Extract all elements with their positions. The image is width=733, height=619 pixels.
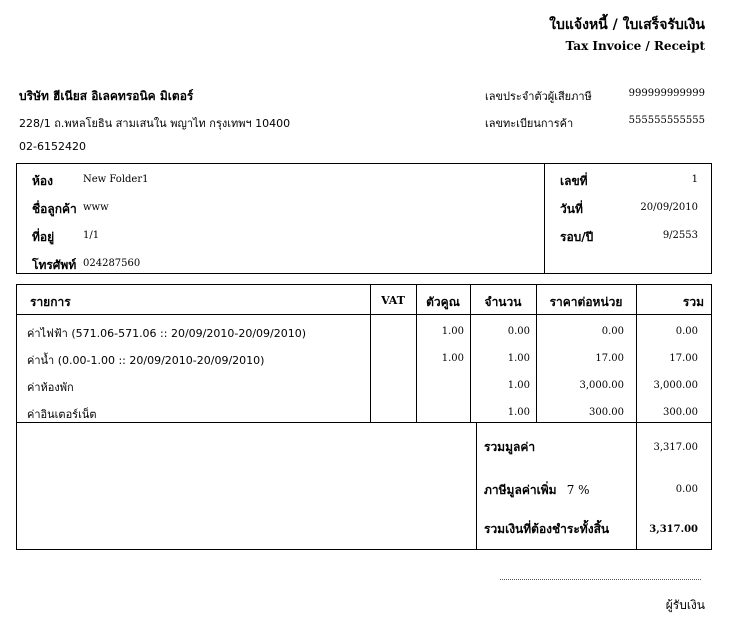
period-label: รอบ/ปี [560,230,594,244]
table-header-rule [16,314,712,315]
table-row-item: ค่าน้ำ (0.00-1.00 :: 20/09/2010-20/09/2010) [27,354,265,367]
table-row-unit-price: 0.00 [601,326,624,337]
company-name: บริษัท ฮีเนียส อิเลคทรอนิค มิเตอร์ [19,89,194,103]
table-row-unit-price: 300.00 [589,407,624,418]
table-row-multiplier: 1.00 [441,326,464,337]
company-phone: 02-6152420 [19,140,86,153]
table-row-qty: 0.00 [507,326,530,337]
invoice-no-value: 1 [691,174,698,185]
room-label: ห้อง [32,174,53,188]
subtotal-label: รวมมูลค่า [484,440,536,454]
vat-rate: 7 % [566,483,590,497]
signature-label: ผู้รับเงิน [665,598,705,612]
vat-label-text: ภาษีมูลค่าเพิ่ม [484,483,557,497]
period-value: 9/2553 [662,230,698,241]
table-row-item: ค่าอินเตอร์เน็ต [27,408,97,421]
customer-phone-value: 024287560 [83,258,141,269]
invoice-no-label: เลขที่ [560,174,588,188]
customer-phone-label: โทรศัพท์ [32,258,77,272]
tax-id-value: 999999999999 [628,88,705,99]
table-row-total: 300.00 [663,407,698,418]
title-english: Tax Invoice / Receipt [565,39,705,53]
tax-id-label: เลขประจำตัวผู้เสียภาษี [485,90,592,103]
table-row-unit-price: 3,000.00 [579,380,624,391]
table-row-qty: 1.00 [507,407,530,418]
invoice-date-value: 20/09/2010 [640,202,698,213]
company-address: 228/1 ถ.พหลโยธิน สามเสนใน พญาไท กรุงเทพฯ 10400 [19,117,291,130]
table-row-item: ค่าไฟฟ้า (571.06-571.06 :: 20/09/2010-20/09/2010) [27,327,307,340]
customer-address-label: ที่อยู่ [32,230,55,244]
signature-line [500,579,701,580]
vat-label [484,481,590,500]
table-row-total: 3,000.00 [653,380,698,391]
header-qty: จำนวน [484,295,522,309]
grand-total-value: 3,317.00 [649,524,698,535]
table-row-total: 0.00 [675,326,698,337]
header-unit-price: ราคาต่อหน่วย [549,295,623,309]
header-item: รายการ [30,295,71,309]
subtotal-value: 3,317.00 [653,442,698,453]
customer-name-value: www [83,202,109,213]
reg-no-label: เลขทะเบียนการค้า [485,117,574,130]
header-vat: VAT [381,294,405,307]
reg-no-value: 555555555555 [628,115,705,126]
table-row-total: 17.00 [669,353,698,364]
table-row-qty: 1.00 [507,353,530,364]
title-thai: ใบแจ้งหนี้ / ใบเสร็จรับเงิน [549,17,705,33]
totals-left-divider [476,422,477,550]
header-total: รวม [682,295,704,309]
table-row-multiplier: 1.00 [441,353,464,364]
table-row-qty: 1.00 [507,380,530,391]
room-value: New Folder1 [83,174,149,185]
table-body-rule [16,422,712,423]
table-row-item: ค่าห้องพัก [27,381,74,394]
grand-total-label: รวมเงินที่ต้องชำระทั้งสิ้น [484,522,610,536]
invoice-date-label: วันที่ [560,202,583,216]
customer-name-label: ชื่อลูกค้า [32,202,77,216]
table-row-unit-price: 17.00 [595,353,624,364]
customer-box-divider [544,163,545,274]
vat-value: 0.00 [675,484,698,495]
customer-address-value: 1/1 [83,230,100,241]
header-multiplier: ตัวคูณ [426,295,460,309]
